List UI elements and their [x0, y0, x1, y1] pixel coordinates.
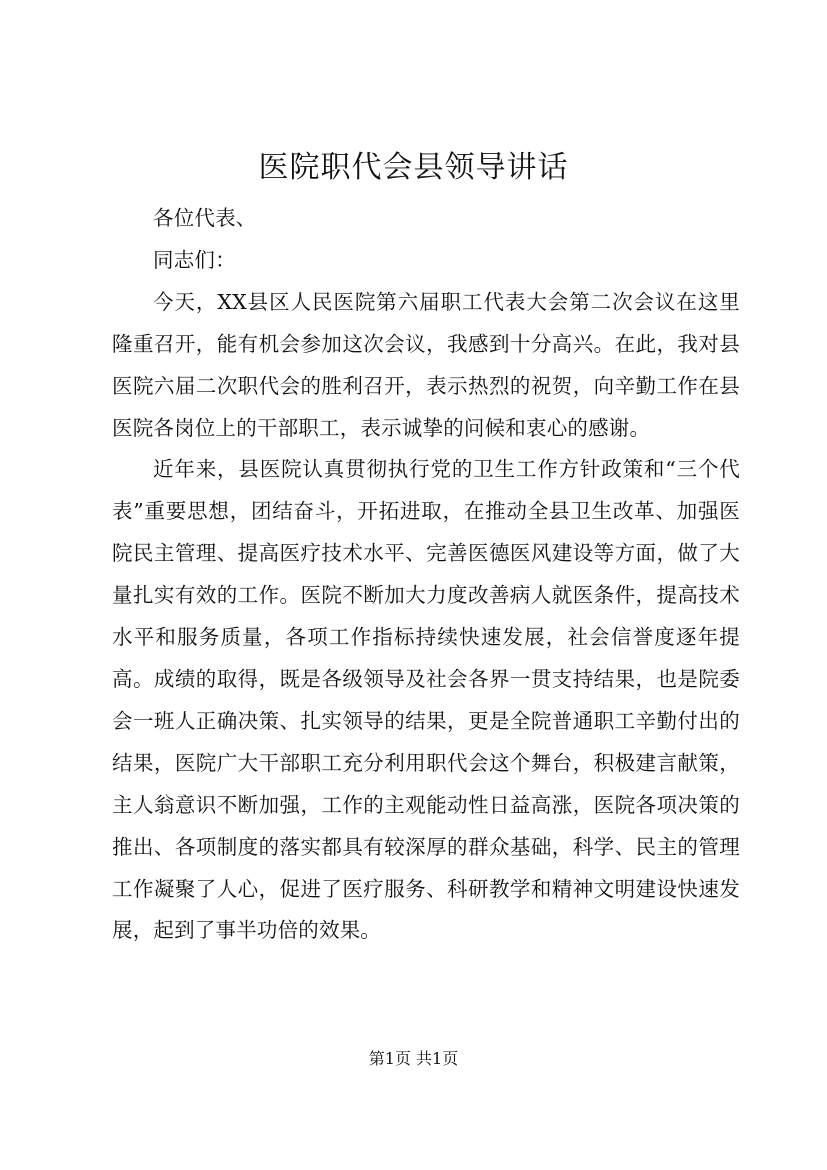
document-body: [112, 198, 740, 952]
paragraph-achievements: 近年来，县医院认真贯彻执行党的卫生工作方针政策和“三个代表”重要思想，团结奋斗，开拓进取，在推动全县卫生改革、加强医院民主管理、提高医疗技术水平、完善医德医风建设等方面，做了大量扎实有效的工作。医院不断加大力度改善病人就医条件，提高技术水平和服务质量，各项工作指标持续快速发展，社会信誉度逐年提高。成绩的取得，既是各级领导及社会各界一贯支持结果，也是院委会一班人正确决策、扎实领导的结果，更是全院普通职工辛勤付出的结果，医院广大干部职工充分利用职代会这个舞台，积极建言献策，主人翁意识不断加强，工作的主观能动性日益高涨，医院各项决策的推出、各项制度的落实都具有较深厚的群众基础，科学、民主的管理工作凝聚了人心，促进了医疗服务、科研教学和精神文明建设快速发展，起到了事半功倍的效果。: [112, 457, 740, 943]
page-number-footer: 第1页 共1页: [368, 1049, 459, 1068]
paragraph-opening: 今天，XX县区人民医院第六届职工代表大会第二次会议在这里隆重召开，能有机会参加这次会议，我感到十分高兴。在此，我对县医院六届二次职代会的胜利召开，表示热烈的祝贺，向辛勤工作在县医院各岗位上的干部职工，表示诚挚的问候和衷心的感谢。: [112, 289, 740, 440]
document-title: 医院职代会县领导讲话: [258, 150, 569, 185]
salutation-comrades: 同志们：: [153, 247, 236, 272]
salutation-representatives: 各位代表、: [153, 206, 257, 230]
